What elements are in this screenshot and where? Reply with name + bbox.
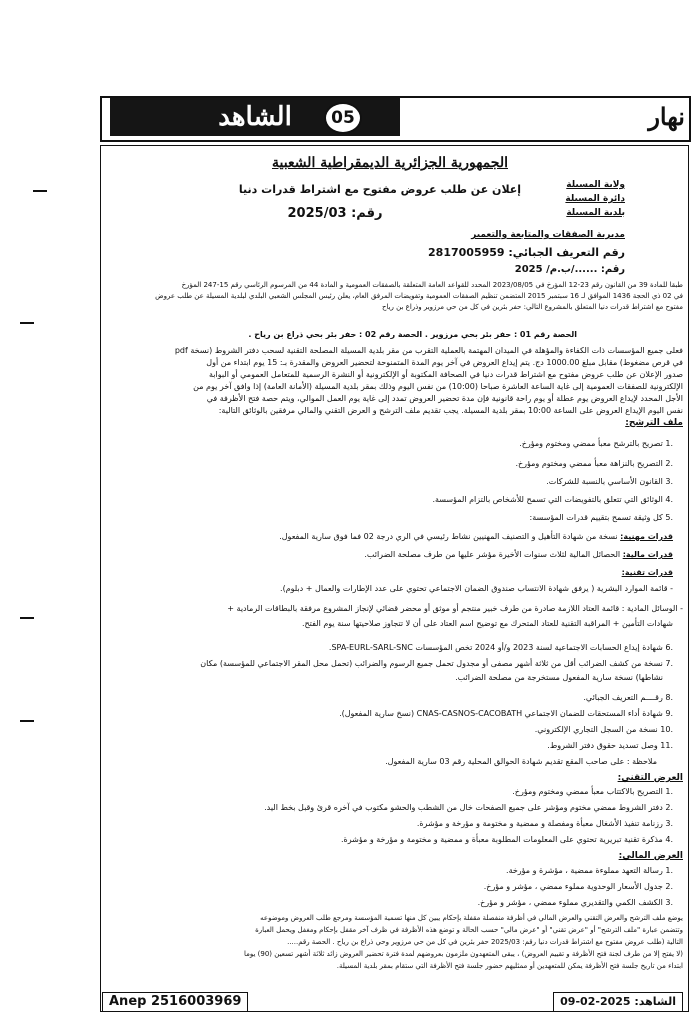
technical-item: شهادات التأمين + المراقبة التقنية للعتاد المتحرك مع توضيح اسم العتاد على أن لا تتجاوز صلاحيتها سنة يوم الفتح.	[301, 619, 673, 628]
tech-offer-item: .2 دفتر الشروط ممضي مختوم ومؤشر على جميع الصفحات خال من الشطب والحشو مكتوب في آخره قرئ وقبل بخط اليد.	[264, 803, 673, 812]
fin-offer-item: .3 الكشف الكمي والتقديري مملوء ممضي ، مؤشر و مؤرخ.	[477, 898, 673, 907]
body-line: صدور الإعلان عن طلب عروض مفتوح مع اشتراط قدرات دنيا في الصحافة المكتوبة أو الإلكترونية أو النشرة الرسمية للمتعامل العمومي أو البوابة	[209, 370, 683, 379]
wilaya: ولاية المسيلة	[566, 180, 625, 190]
body-line: في قرص مضغوط) مقابل مبلغ 1000.00 دج. يتم إيداع العروض في آخر يوم المدة المتمنوحة لتحضير العروض والمقدرة بـ: 15 يوم ابتداء من أول	[206, 358, 683, 367]
capacity-financial: قدرات مالية: الحصائل المالية لثلاث سنوات الأخيرة مؤشر عليها من طرف مصلحة الضرائب.	[364, 550, 673, 559]
margin-mark	[20, 720, 34, 722]
doc-item: .11 وصل تسديد حقوق دفتر الشروط.	[547, 741, 673, 750]
republic-heading: الجمهورية الجزائرية الديمقراطية الشعبية	[271, 155, 508, 171]
candidacy-item: .5 كل وثيقة تسمح بتقييم قدرات المؤسسة:	[529, 513, 673, 522]
margin-mark	[33, 190, 47, 192]
closing-line: يوضع ملف الترشح والعرض التقني والعرض المالي في أظرفة منفصلة مقفلة بإحكام يبين كل منها تسمية المؤسسة ومرجع طلب العروض وموضوعه	[260, 914, 683, 922]
masthead	[100, 96, 691, 142]
technical-item: - قائمة الموارد البشرية ( يرفق شهادة الانتساب صندوق الضمان الاجتماعي تحتوي على عدد الإطارات والعمال + دبلوم).	[280, 584, 673, 593]
fin-offer-item: .1 رسالة التعهد مملوءة ممضية ، مؤشرة و مؤرخة.	[506, 866, 673, 875]
capacity-technical: قدرات تقنية:	[621, 568, 673, 577]
body-line: فعلى جميع المؤسسات ذات الكفاءة والمؤهلة في الميدان المهتمة بالعملية التقرب من مقر بلدية المسيلة المصلحة التقنية لسحب دفتر الشروط (نسخة pdf	[174, 346, 683, 355]
masthead-fragment: نهار	[648, 102, 685, 131]
doc-item: .9 شهادة أداء المستحقات للضمان الاجتماعي CNAS-CASNOS-CACOBATH (نسخ سارية المفعول).	[339, 709, 673, 718]
daira: دائرة المسيلة	[565, 194, 625, 204]
closing-line: التالية (طلب عروض مفتوح مع اشتراط قدرات دنيا رقم: 2025/03 حفر بئرين في كل من حي مرزوير وحي ذراع بن رياح . الحصة رقم.....	[287, 938, 683, 946]
intro-line: مفتوح مع اشتراط قدرات دنيا المتعلق بالمشروع التالي: حفر بئرين في كل من حي مرزوير وذراع بن رياح	[381, 303, 683, 311]
tax-id: رقم التعريف الجبائي: 2817005959	[428, 246, 625, 259]
candidacy-item: .2 التصريح بالنزاهة معبأ ممضي ومختوم ومؤرخ.	[515, 459, 673, 468]
directorate: مديرية الصفقات والمتابعة والتعمير	[471, 230, 625, 240]
commune: بلدية المسيلة	[566, 208, 625, 218]
closing-line: ابتداء من تاريخ جلسة فتح الأظرفة يمكن للمتعهدين أو ممثليهم حضور جلسة فتح الأظرفة التي ستقام بمقر بلدية المسيلة.	[336, 962, 683, 970]
notice-title: إعلان عن طلب عروض مفتوح مع اشتراط قدرات دنيا	[238, 183, 522, 196]
candidacy-item: .3 القانون الأساسي بالنسبة للشركات.	[546, 477, 673, 486]
fin-offer-heading: العرض المالي:	[618, 851, 683, 861]
publication-date: الشاهد: 2025-02-09	[553, 992, 683, 1012]
closing-line: (لا يفتح إلا من طرف لجنة فتح الأظرفة و تقييم العروض) ، يبقى المتعهدون ملزمون بعروضهم لمدة فترة تحضير العروض زائد ثلاثة أشهر تسعين (90) يوما	[243, 950, 683, 958]
candidacy-heading: ملف الترشح:	[625, 418, 683, 428]
lots-line: الحصة رقم 01 : حفر بئر بحي مرزوير . الحصة رقم 02 : حفر بئر بحي ذراع بن رياح .	[248, 330, 577, 339]
tech-offer-item: .3 رزنامة تنفيذ الأشغال معبأة ومفصلة و ممضية و مختومة و مؤرخة و مؤشرة.	[416, 819, 673, 828]
notice-number: رقم: 2025/03	[287, 206, 383, 221]
masthead-title: الشاهد	[110, 98, 400, 136]
doc-item: .7 نسخة من كشف الضرائب أقل من ثلاثة أشهر مصفى أو مجدول تحمل جميع الرسوم والضرائب (تحمل محل المقر الاجتماعي للمؤسسة) مكان	[200, 659, 673, 668]
intro-line: طبقا للمادة 39 من القانون رقم 23-12 المؤرخ في 2023/08/05 المحدد للقواعد العامة المتعلقة بالصفقات العمومية و المادة 44 من المرسوم الرئاسي رقم 15-247 المؤرخ	[181, 281, 683, 289]
body-line: الإلكترونية للصفقات العمومية إلى غاية الساعة العاشرة صباحا (10:00) من نفس اليوم وذلك بمقر بلدية المسيلة (الأمانة العامة) إذا وافق آخر يوم من	[193, 382, 683, 391]
anep-reference: Anep 2516003969	[102, 992, 248, 1012]
doc-item: نشاطها) نسخة سارية المفعول مستخرجة من مصلحة الضرائب.	[455, 673, 663, 682]
body-line: نفس اليوم الإيداع العروض على الساعة 10:00 بمقر بلدية المسيلة. يجب تقديم ملف الترشح و العرض التقني والمالي مرفقين بالوثائق التالية:	[218, 406, 683, 415]
technical-item: - الوسائل المادية : قائمة العتاد اللازمة صادرة من طرف خبير منتجم أو موثق أو محضر قضائي لإنجاز المشروع مرفقة بالبطاقات الرمادية +	[227, 604, 683, 613]
doc-item: .6 شهادة إيداع الحسابات الاجتماعية لسنة 2023 و/أو 2024 تخص المؤسسات SPA-EURL-SARL-SNC.	[328, 643, 673, 652]
candidacy-item: .4 الوثائق التي تتعلق بالتفويضات التي تسمح للأشخاص بالتزام المؤسسة.	[432, 495, 673, 504]
margin-mark	[20, 617, 34, 619]
closing-line: وتتضمن عبارة "ملف الترشح" أو "عرض تقني" أو "عرض مالي" حسب الحالة و توضع هذه الأظرفة في ظرف آخر مقفل بإحكام ومغفل ويحمل العبارة	[255, 926, 683, 934]
doc-note: ملاحظة : على صاحب المقع تقديم شهادة الحوالق المحلية رقم 03 سارية المفعول.	[385, 757, 657, 766]
issue-badge: 05	[324, 102, 362, 134]
tech-offer-item: .1 التصريح بالاكتتاب معبأ ممضي ومختوم ومؤرخ.	[512, 787, 673, 796]
tech-offer-item: .4 مذكرة تقنية تبريرية تحتوي على المعلومات المطلوبة معبأة و ممضية و مختومة و مؤرخة و مؤشرة.	[341, 835, 673, 844]
intro-line: في 02 ذي الحجة 1436 الموافق لـ 16 سبتمبر 2015 المتضمن تنظيم الصفقات العمومية وتفويضات المرفق العام، يعلن رئيس المجلس الشعبي البلدي لبلدية المسيلة عن طلب عروض	[155, 292, 683, 300]
margin-mark	[20, 322, 34, 324]
body-line: الأجل المحدد لإيداع العروض يوم عطلة أو يوم راحة قانونية فإن مدة تحضير العروض تمدد إلى غاية يوم العمل الموالي، ويتم حصة فتح الأظرفة في	[206, 394, 683, 403]
doc-item: .10 نسخة من السجل التجاري الإلكتروني.	[534, 725, 673, 734]
capacity-professional: قدرات مهنية: نسخة من شهادة التأهيل و التصنيف المهنيين نشاط رئيسي في الري درجة 02 فما فوق سارية المفعول.	[279, 532, 673, 541]
fin-offer-item: .2 جدول الأسعار الوحدوية مملوء ممضي ، مؤشر و مؤرخ.	[483, 882, 673, 891]
reference-number: رقم: ....../ب.م/ 2025	[514, 264, 625, 275]
tech-offer-heading: العرض التقني:	[617, 773, 683, 783]
doc-item: .8 رقــــم التعريف الجبائي.	[583, 693, 673, 702]
candidacy-item: .1 تصريح بالترشح معبأ ممضي ومختوم ومؤرخ.	[519, 439, 673, 448]
